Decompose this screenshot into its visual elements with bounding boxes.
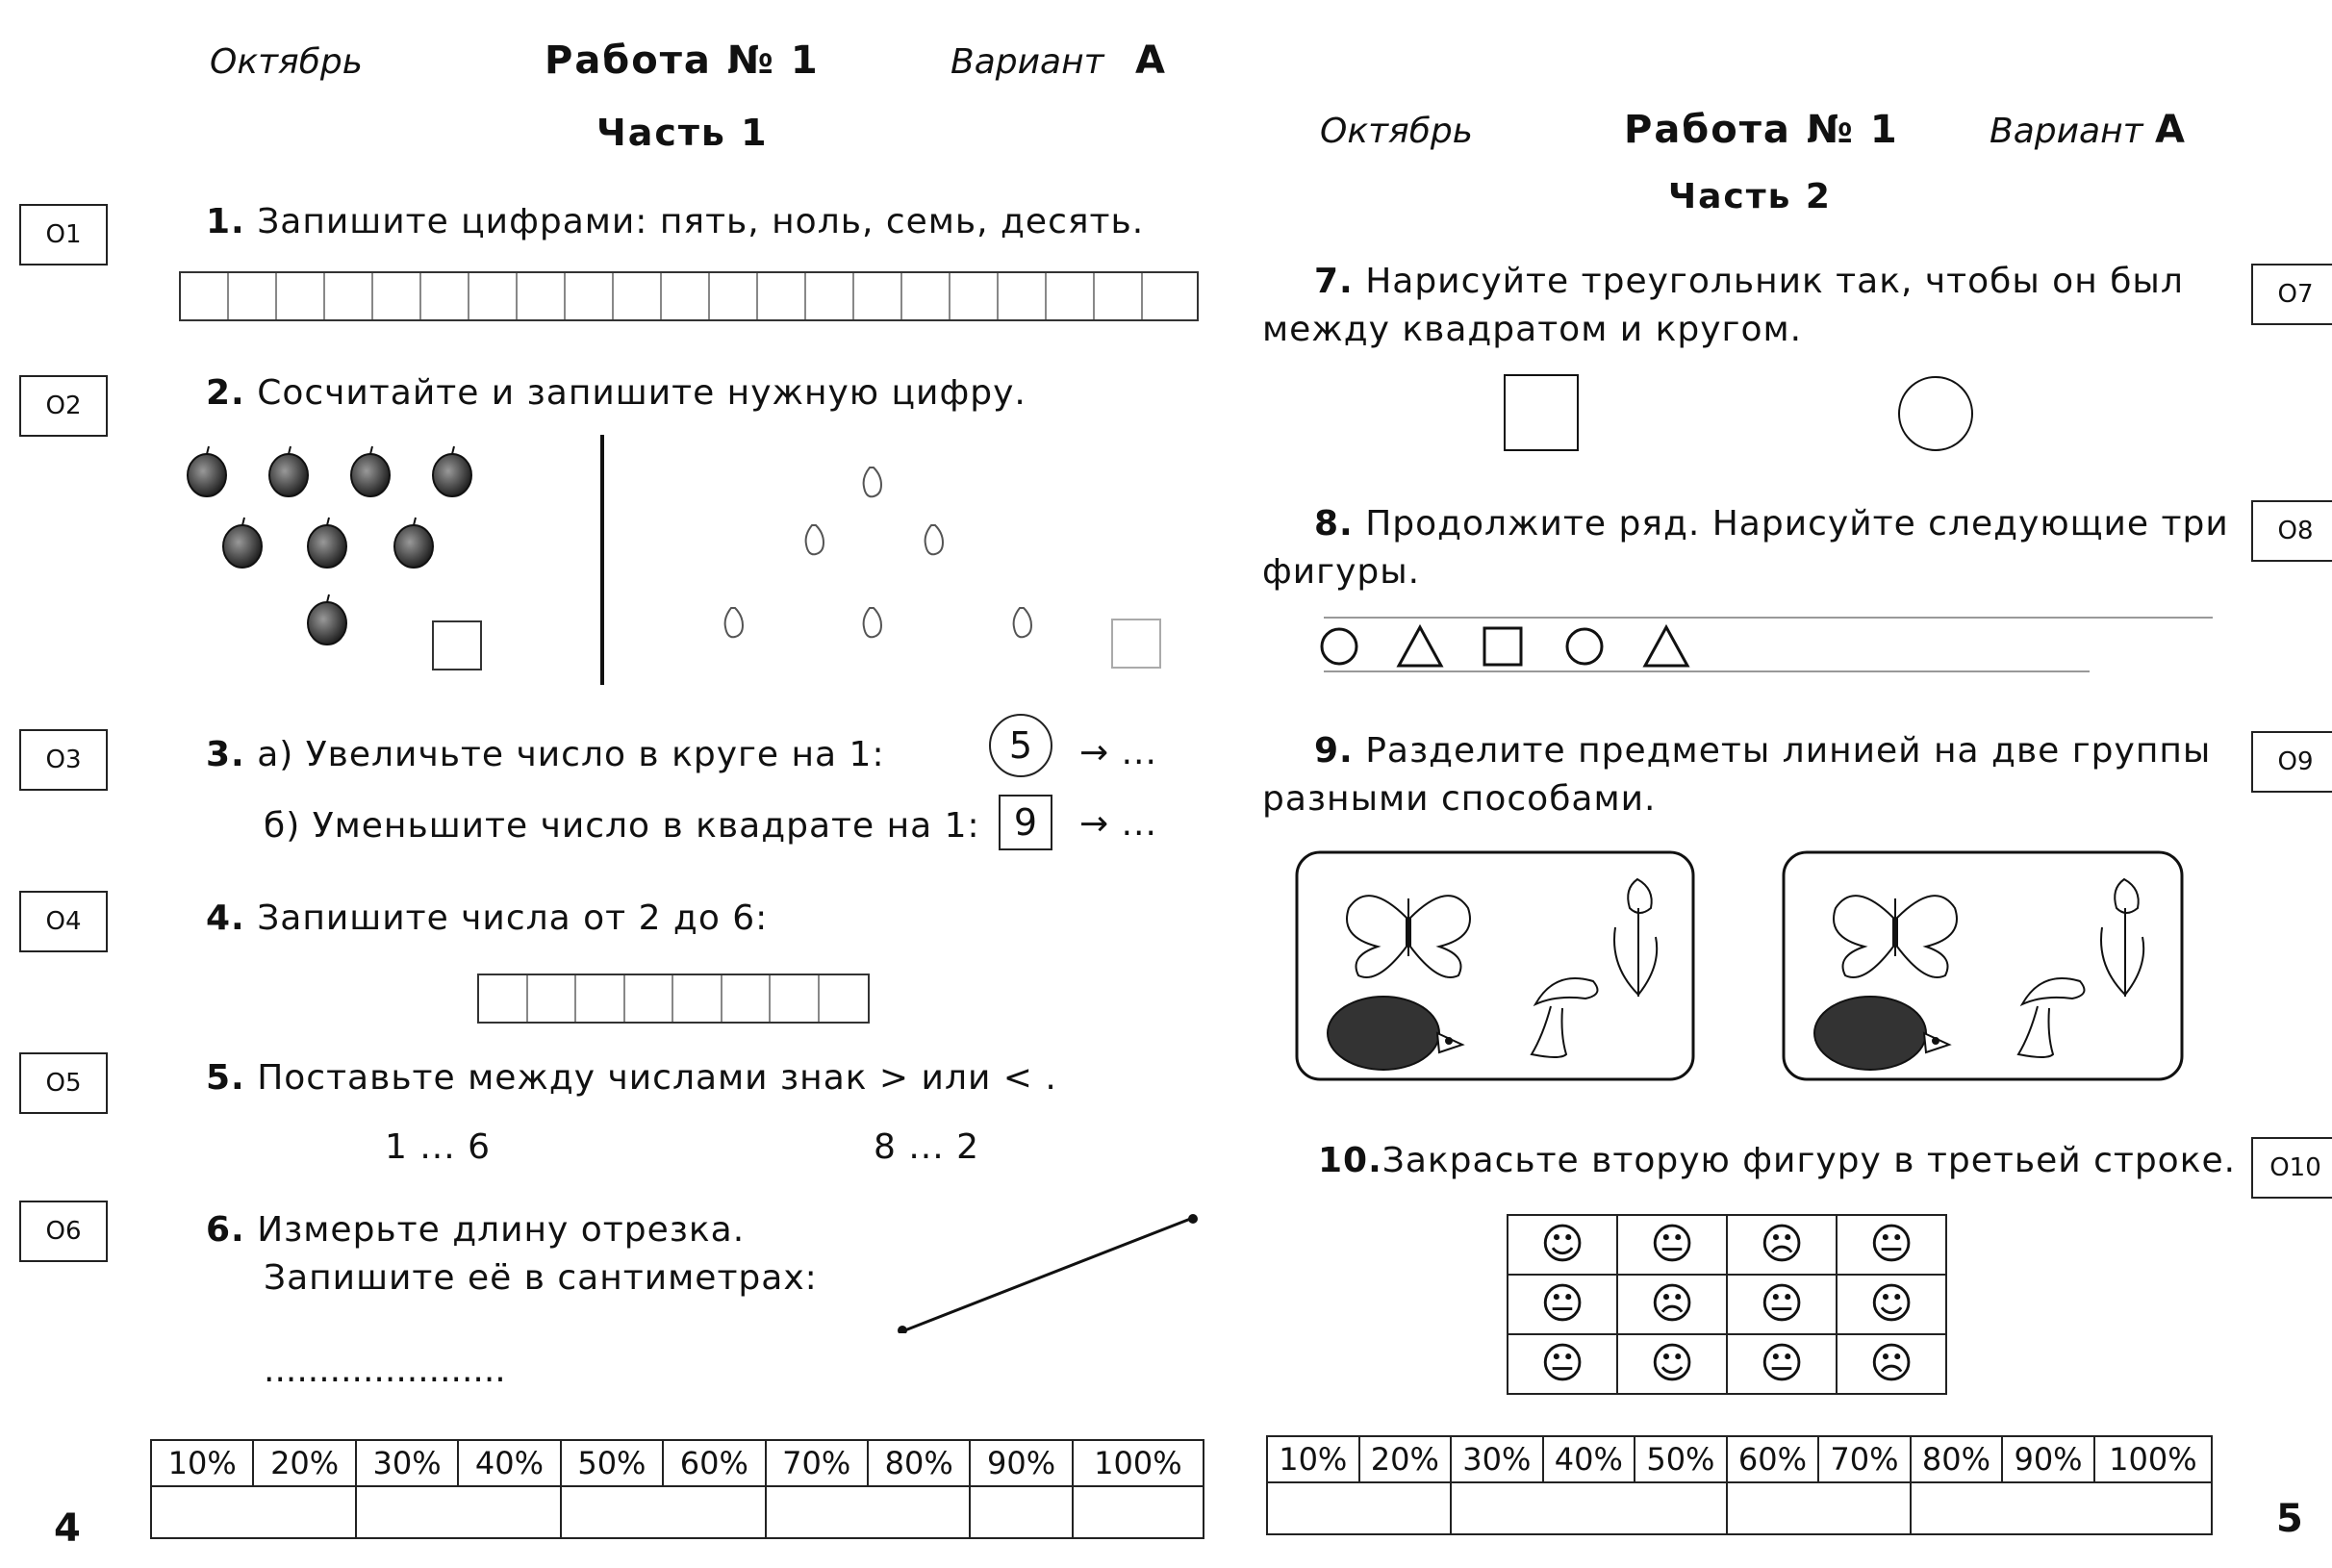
- task-5: [206, 1058, 1057, 1098]
- task-3-a-arrow: → ...: [1079, 733, 1157, 772]
- task-1: [206, 202, 1144, 241]
- pct-cell: 30%: [1451, 1436, 1543, 1482]
- right-page-number: 5: [2276, 1497, 2303, 1541]
- code-o3: О3: [19, 729, 108, 791]
- pct-cell: 10%: [1267, 1436, 1359, 1482]
- task-6-num: 6.: [206, 1210, 245, 1250]
- task-2-answer-box-right: [1112, 620, 1160, 668]
- score-cell[interactable]: [356, 1486, 561, 1538]
- task-8-line1: [1314, 504, 2229, 544]
- hedgehog-icon: [1328, 997, 1462, 1070]
- pct-cell: 100%: [1073, 1440, 1204, 1486]
- task-9-picture-2[interactable]: [1782, 850, 2184, 1081]
- task-8-text-2: фигуры.: [1262, 552, 1421, 592]
- pct-cell: 10%: [151, 1440, 253, 1486]
- pct-cell: 60%: [1727, 1436, 1819, 1482]
- pct-cell: 30%: [356, 1440, 458, 1486]
- right-month: Октябрь: [1320, 112, 1473, 151]
- task-3-num: 3.: [206, 735, 245, 774]
- face-cell[interactable]: ☹: [1727, 1215, 1837, 1275]
- task-8-num: 8.: [1314, 504, 1354, 544]
- left-part: Часть 1: [596, 112, 769, 154]
- face-cell[interactable]: ☹: [1837, 1334, 1946, 1394]
- pct-cell: 90%: [970, 1440, 1072, 1486]
- apple-icon: [188, 446, 471, 645]
- task-6-text-1: Измерьте длину отрезка.: [257, 1210, 746, 1250]
- right-title: Работа № 1: [1624, 108, 1899, 152]
- right-part: Часть 2: [1668, 177, 1832, 216]
- left-variant: А: [1135, 38, 1167, 83]
- task-10: [1318, 1141, 2236, 1180]
- pct-cell: 100%: [2094, 1436, 2212, 1482]
- code-o1: О1: [19, 204, 108, 266]
- circle-shape: [1899, 377, 1972, 450]
- task-6-text-2: Запишите её в сантиметрах:: [264, 1258, 818, 1298]
- task-3-circle: 5: [989, 714, 1052, 777]
- pct-cell: 20%: [253, 1440, 355, 1486]
- mushroom-icon: [2018, 978, 2085, 1057]
- pct-cell: 20%: [1359, 1436, 1452, 1482]
- mushroom-icon: [1532, 978, 1598, 1057]
- right-variant: А: [2155, 108, 2187, 152]
- right-percent-table: [1266, 1435, 2213, 1535]
- code-o9: О9: [2251, 731, 2332, 793]
- task-8-text-1: Продолжите ряд. Нарисуйте следующие три: [1365, 504, 2229, 544]
- pct-cell: 40%: [458, 1440, 560, 1486]
- pct-cell: 70%: [1818, 1436, 1911, 1482]
- code-o8: О8: [2251, 500, 2332, 562]
- code-o5: О5: [19, 1052, 108, 1114]
- butterfly-icon: [1347, 896, 1470, 977]
- task-9-num: 9.: [1314, 731, 1354, 771]
- pct-cell: 60%: [663, 1440, 765, 1486]
- task-3-b-text: б) Уменьшите число в квадрате на 1:: [264, 806, 980, 846]
- score-cell[interactable]: [151, 1486, 356, 1538]
- code-o7: О7: [2251, 264, 2332, 325]
- task-2-num: 2.: [206, 373, 245, 413]
- pear-icon: [725, 468, 1031, 637]
- task-2-text: Сосчитайте и запишите нужную цифру.: [257, 373, 1027, 413]
- left-title: Работа № 1: [545, 38, 820, 83]
- butterfly-icon: [1834, 896, 1957, 977]
- task-7-text-1: Нарисуйте треугольник так, чтобы он был: [1365, 262, 2184, 301]
- task-7-num: 7.: [1314, 262, 1354, 301]
- task-4-text: Запишите числа от 2 до 6:: [257, 898, 769, 938]
- faces-grid: [1507, 1214, 1947, 1395]
- pct-cell: 80%: [1911, 1436, 2003, 1482]
- face-cell[interactable]: 😐: [1727, 1334, 1837, 1394]
- task-5-pair-1[interactable]: 1 ... 6: [385, 1127, 492, 1167]
- task-7-shapes[interactable]: [1501, 369, 1982, 466]
- hedgehog-icon: [1814, 997, 1949, 1070]
- task-9-text-1: Разделите предметы линией на две группы: [1365, 731, 2212, 771]
- task-3-a-text: а) Увеличьте число в круге на 1:: [257, 735, 885, 774]
- left-month: Октябрь: [210, 42, 363, 82]
- score-cell[interactable]: [1073, 1486, 1204, 1538]
- task-2-answer-box-left: [433, 621, 481, 670]
- pct-cell: 50%: [1635, 1436, 1727, 1482]
- pct-cell: 40%: [1543, 1436, 1635, 1482]
- face-cell[interactable]: ☺: [1508, 1215, 1617, 1275]
- square-shape: [1505, 375, 1578, 450]
- task-1-text: Запишите цифрами: пять, ноль, семь, десять.: [257, 202, 1145, 241]
- score-cell[interactable]: [1727, 1482, 1911, 1534]
- task-5-text: Поставьте между числами знак > или < .: [257, 1058, 1057, 1098]
- face-cell[interactable]: 😐: [1617, 1215, 1727, 1275]
- code-o4: О4: [19, 891, 108, 952]
- code-o6: О6: [19, 1201, 108, 1262]
- left-page-number: 4: [54, 1506, 81, 1551]
- code-o2: О2: [19, 375, 108, 437]
- task-2: [206, 373, 1027, 413]
- code-o10: О10: [2251, 1137, 2332, 1199]
- face-cell[interactable]: 😐: [1727, 1275, 1837, 1334]
- pct-cell: 80%: [868, 1440, 970, 1486]
- task-2-illustration: [173, 429, 1174, 689]
- face-cell[interactable]: 😐: [1508, 1334, 1617, 1394]
- task-7-text-2: между квадратом и кругом.: [1262, 310, 1803, 349]
- task-5-pair-2[interactable]: 8 ... 2: [874, 1127, 980, 1167]
- pct-cell: 90%: [2002, 1436, 2094, 1482]
- face-cell[interactable]: 😐: [1508, 1275, 1617, 1334]
- face-cell[interactable]: ☹: [1617, 1275, 1727, 1334]
- task-9-picture-1[interactable]: [1295, 850, 1695, 1081]
- task-1-answer-grid[interactable]: [179, 271, 1199, 321]
- task-7-line1: [1314, 262, 2184, 301]
- task-9-text-2: разными способами.: [1262, 779, 1657, 819]
- task-3-square: 9: [999, 795, 1052, 850]
- task-4: [206, 898, 768, 938]
- left-variant-label: Вариант: [951, 42, 1104, 82]
- task-3-a: [206, 735, 885, 774]
- task-4-answer-grid[interactable]: [477, 974, 870, 1024]
- task-6-answer-blank[interactable]: ......................: [264, 1351, 506, 1390]
- score-cell[interactable]: [970, 1486, 1072, 1538]
- face-cell-target[interactable]: ☺: [1617, 1334, 1727, 1394]
- left-percent-table: [150, 1439, 1204, 1539]
- task-4-num: 4.: [206, 898, 245, 938]
- score-cell[interactable]: [1911, 1482, 2212, 1534]
- task-10-num: 10.: [1318, 1141, 1382, 1180]
- task-1-num: 1.: [206, 202, 245, 241]
- score-cell[interactable]: [1451, 1482, 1727, 1534]
- face-cell[interactable]: ☺: [1837, 1275, 1946, 1334]
- score-cell[interactable]: [766, 1486, 971, 1538]
- pct-cell: 70%: [766, 1440, 868, 1486]
- score-cell[interactable]: [1267, 1482, 1451, 1534]
- face-cell[interactable]: 😐: [1837, 1215, 1946, 1275]
- pct-cell: 50%: [561, 1440, 663, 1486]
- task-9-line1: [1314, 731, 2211, 771]
- score-cell[interactable]: [561, 1486, 766, 1538]
- tulip-icon: [2101, 879, 2143, 997]
- task-8-sequence[interactable]: [1318, 608, 2218, 677]
- right-variant-label: Вариант: [1990, 112, 2143, 151]
- task-6-segment: [885, 1208, 1212, 1333]
- task-10-text: Закрасьте вторую фигуру в третьей строке.: [1381, 1141, 2237, 1180]
- task-6-line1: [206, 1210, 745, 1250]
- tulip-icon: [1614, 879, 1657, 997]
- task-5-num: 5.: [206, 1058, 245, 1098]
- task-3-b-arrow: → ...: [1079, 804, 1157, 844]
